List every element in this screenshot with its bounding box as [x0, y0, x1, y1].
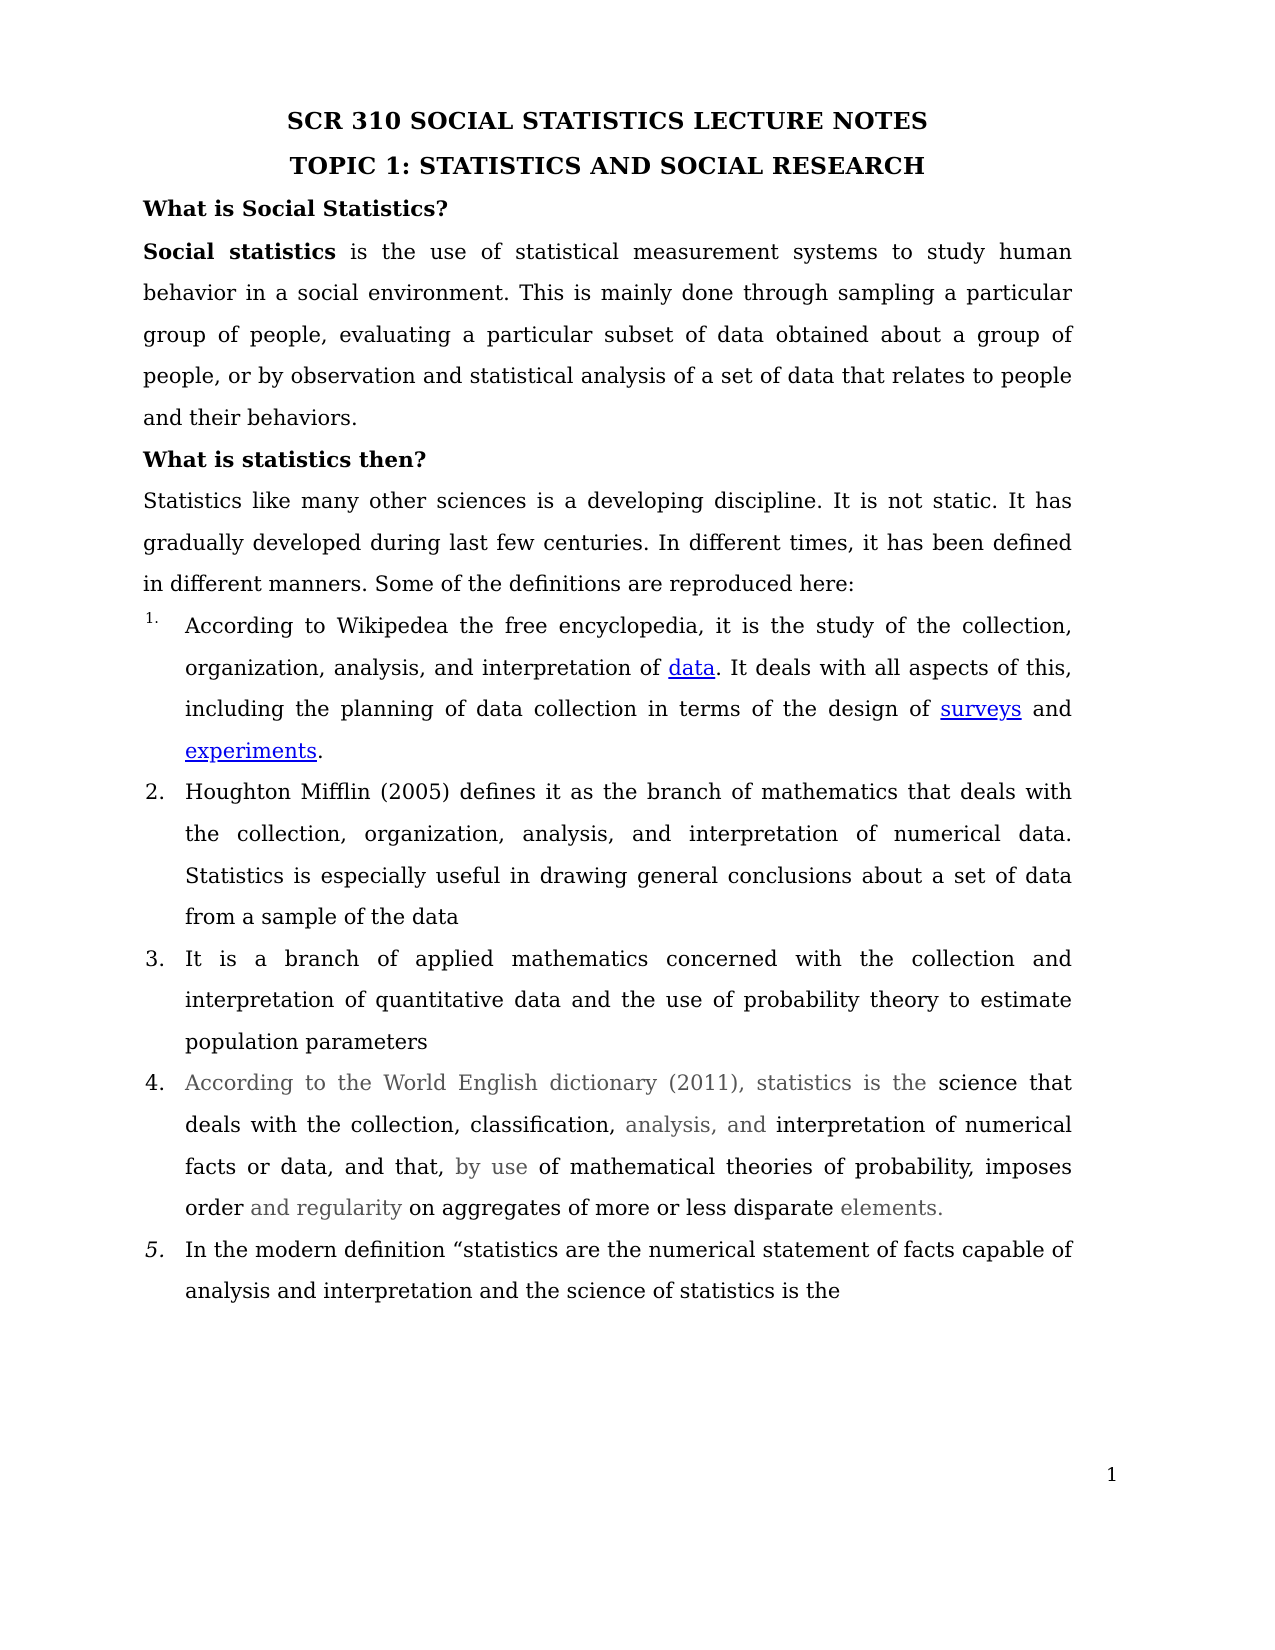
document-content — [143, 0, 1072, 1313]
list-item-4-text-gray: by use — [455, 1154, 539, 1179]
list-item-4-text: of mathematical theories of probability, imposes order — [185, 1154, 1073, 1221]
list-marker-5: 5. — [145, 1237, 166, 1262]
list-item-4-text: on aggregates of more or less disparate — [408, 1196, 841, 1221]
list-item-3 — [143, 939, 1072, 1064]
bold-lead-social-statistics: Social statistics — [143, 238, 337, 264]
list-item-1-text: . It deals with all aspects of this, including the planning of data collection in terms of the design of — [185, 655, 1072, 722]
section-heading-what-is-social-statistics: What is Social Statistics? — [143, 197, 449, 222]
list-item-4 — [143, 1063, 1072, 1229]
list-item-1-body — [185, 606, 1072, 772]
list-item-4-body — [185, 1063, 1072, 1229]
document-subtitle: TOPIC 1: STATISTICS AND SOCIAL RESEARCH — [289, 152, 926, 180]
list-item-5-body: In the modern definition “statistics are the numerical statement of facts capable of analysis and interpretation and the science of statistics is the — [185, 1237, 1072, 1304]
list-marker-2: 2. — [145, 780, 166, 805]
list-item-4-text-gray: elements. — [840, 1196, 944, 1221]
list-item-4-text-gray: and regularity — [250, 1196, 409, 1221]
list-item-1-text: According to Wikipedea the free encyclopedia, it is the study of the collection, organization, analysis, and interpretation of — [185, 613, 1072, 680]
experiments-link[interactable]: experiments — [185, 738, 317, 763]
paragraph-social-statistics-text: is the use of statistical measurement systems to study human behavior in a social environment. This is mainly done through sampling a particular group of people, evaluating a particular subset of data obtained about a group of people, or by observation and statistical analysis of a set of data that relates to people and their behaviors. — [143, 239, 1072, 430]
list-item-4-text: interpretation of numerical facts or data, and that, — [185, 1113, 1073, 1179]
list-item-1 — [143, 606, 1072, 772]
list-item-4-text-gray: According to the World English dictionary (2011), statistics is the — [185, 1071, 939, 1096]
list-item-2-body: Houghton Mifflin (2005) defines it as the branch of mathematics that deals with the collection, organization, analysis, and interpretation of numerical data. Statistics is especially useful in drawing general conclusions about a set of data from a sample of the data — [185, 780, 1072, 930]
document-title: SCR 310 SOCIAL STATISTICS LECTURE NOTES — [286, 107, 929, 135]
list-item-3-body: It is a branch of applied mathematics concerned with the collection and interpretation of quantitative data and the use of probability theory to estimate population parameters — [185, 946, 1072, 1054]
list-marker-4: 4. — [145, 1071, 166, 1096]
paragraph-statistics-intro: Statistics like many other sciences is a developing discipline. It is not static. It has gradually developed during last few centuries. In different times, it has been defined in different manners. Some of the definitions are reproduced here: — [143, 489, 1072, 597]
data-link[interactable]: data — [668, 655, 716, 680]
paragraph-social-statistics — [143, 231, 1072, 440]
list-item-2 — [143, 772, 1072, 938]
section-heading-what-is-statistics-then: What is statistics then? — [143, 447, 427, 473]
list-item-5 — [143, 1230, 1072, 1313]
list-item-4-text: science that deals with the collection, classification, — [185, 1071, 1072, 1138]
page-number: 1 — [1106, 1464, 1119, 1486]
list-item-1-text: . — [316, 738, 324, 763]
list-item-4-text-gray: analysis, and — [625, 1113, 776, 1138]
list-marker-1: 1. — [145, 610, 159, 627]
surveys-link[interactable]: surveys — [940, 697, 1022, 722]
list-marker-3: 3. — [145, 946, 166, 971]
list-item-1-text: and — [1021, 697, 1073, 722]
